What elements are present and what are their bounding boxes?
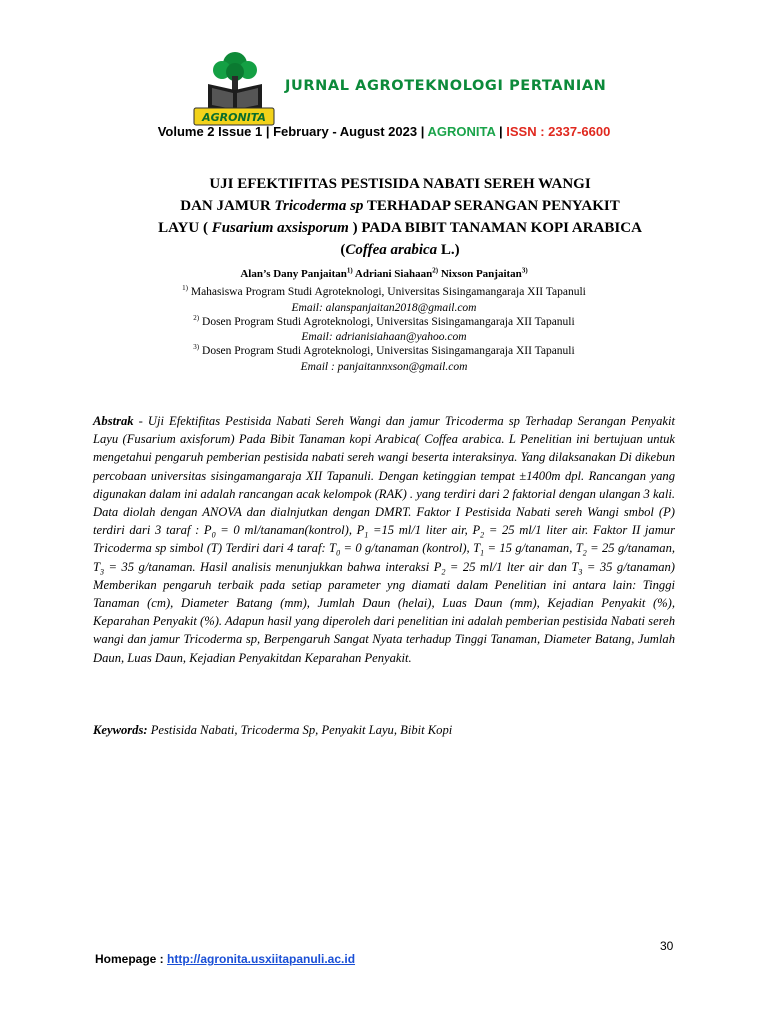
separator: |: [495, 124, 507, 139]
page-number: 30: [660, 939, 674, 953]
journal-short-name: AGRONITA: [427, 124, 496, 139]
homepage-label: Homepage :: [95, 952, 168, 966]
volume-info: [0, 124, 768, 139]
keywords: [93, 723, 675, 738]
agronita-logo: [190, 48, 280, 128]
volume-text: Volume 2 Issue 1 | February - August 2023 |: [157, 124, 428, 139]
email-1: Email: alanspanjaitan2018@gmail.com: [291, 302, 477, 314]
footer-homepage: [95, 952, 355, 966]
issn: ISSN : 2337-6600: [506, 124, 611, 139]
author-list: Alan’s Dany Panjaitan$^{1)}$ Adriani Siahaan$^{2)}$ Nixson Panjaitan$^{3)}$: [240, 266, 528, 280]
title-line-1: UJI EFEKTIFITAS PESTISIDA NABATI SEREH WANGI: [209, 176, 591, 192]
keywords-text: Pestisida Nabati, Tricoderma Sp, Penyakit Layu, Bibit Kopi: [147, 723, 453, 737]
author-3: Nixson Panjaitan: [438, 268, 522, 280]
homepage-link[interactable]: http://agronita.usxiitapanuli.ac.id: [167, 952, 356, 966]
author-1: Alan’s Dany Panjaitan: [240, 268, 347, 280]
article-title: [90, 173, 710, 261]
affiliation-1: $^{1)}$ Mahasiswa Program Studi Agroteknologi, Universitas Sisingamangaraja XII Tapanuli: [182, 284, 586, 298]
title-line-4: (Coffea arabica L.): [340, 242, 460, 258]
title-line-3: LAYU ( Fusarium axsisporum ) PADA BIBIT TANAMAN KOPI ARABICA: [158, 220, 642, 236]
title-line-2: DAN JAMUR Tricoderma sp TERHADAP SERANGAN PENYAKIT: [180, 198, 620, 214]
author-2: Adriani Siahaan: [352, 268, 433, 280]
logo-text: AGRONITA: [202, 111, 266, 124]
abstract-label: Abstrak: [93, 414, 134, 428]
journal-header: [0, 40, 768, 124]
keywords-label: Keywords:: [93, 723, 148, 737]
journal-name: JURNAL AGROTEKNOLOGI PERTANIAN: [285, 78, 607, 94]
abstract: Abstrak - Uji Efektifitas Pestisida Nabati Sereh Wangi dan jamur Tricoderma sp Terhadap Serangan Penyakit Layu (Fusarium axisforum) Pada Bibit Tanaman kopi Arabica( Coffea arabica. L Penelitian ini bertujuan untuk mengetahui pengaruh pemberian pestisida nabati sereh wangi beserta interaksinya. Yang dilaksanakan Di dikebun percobaan universitas sisingamangaraja XII Tapanuli. Dengan ketinggian tempat ±1400m dpl. Rancangan yang digunakan dalam ini adalah rancangan acak kelompok (RAK) . yang terdiri dari 2 faktorial dengan ulangan 3 kali. Data diolah dengan ANOVA dan dialnjutkan dengan DMRT. Faktor I Pestisida Nabati sereh Wangi smbol (P) terdiri dari 3 taraf : $P_0 = 0$ ml/tanaman(kontrol), $P_1 =15$ ml/1 liter air, $P_2 = 25$ ml/1 liter air. Faktor II jamur Tricoderma sp simbol (T) Terdiri dari 4 taraf: $T_0 = 0$ g/tanaman (kontrol), $T_1 = 15$ g/tanaman, $T_2 = 25$ g/tanaman, $T_3 = 35$ g/tanaman. Hasil analisis menunjukkan bahwa interaksi $P_2 = 25$ ml/1 lter air dan $T_3 = 35$ g/tanaman) Memberikan pengaruh terbaik pada setiap parameter yng diamati dalam Penelitian ini antara lain: Tinggi Tanaman (cm), Diameter Batang (mm), Jumlah Daun (helai), Luas Daun (mm), Kejadian Penyakit (%), Keparahan Penyakit (%). Adapun hasil yang diperoleh dari penelitian ini adalah pemberian pestisida Nabati sereh wangi dan jamur Tricoderma sp, Berpengaruh Sangat Nyata terhadup Tinggi Tanaman, Diameter Batang, Jumlah Daun, Luas Daun, Kejadian Penyakitdan Keparahan Penyakit.: [93, 414, 676, 665]
affiliation-2: $^{2)}$ Dosen Program Studi Agroteknologi, Universitas Sisingamangaraja XII Tapanuli: [193, 314, 575, 328]
email-2: Email: adrianisiahaan@yahoo.com: [301, 331, 467, 343]
affiliation-3: $^{3)}$ Dosen Program Studi Agroteknologi, Universitas Sisingamangaraja XII Tapanuli: [193, 343, 575, 357]
email-3: Email : panjaitannxson@gmail.com: [300, 361, 468, 373]
